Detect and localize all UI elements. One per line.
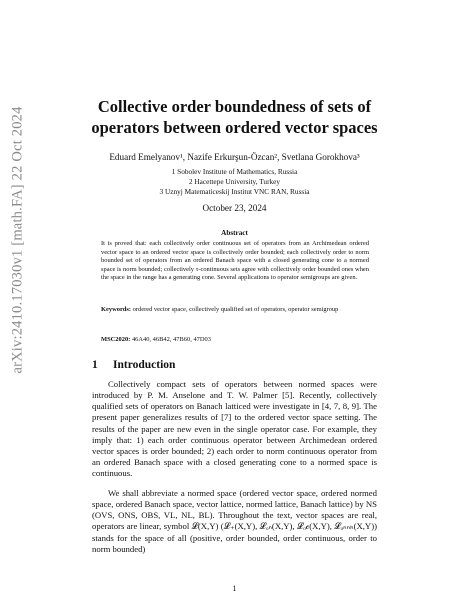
- arxiv-identifier: arXiv:2410.17030v1 [math.FA] 22 Oct 2024: [9, 106, 26, 374]
- title-line-1: Collective order boundedness of sets of: [97, 97, 372, 116]
- paper-page: [92, 0, 377, 613]
- msc-label: MSC2020:: [101, 336, 131, 343]
- section-number: 1: [92, 359, 98, 371]
- affiliation-2: 2 Hacettepe University, Turkey: [188, 177, 281, 186]
- intro-paragraph-1-text: Collectively compact sets of operators between normed spaces were introduced by P. M. Anselone and T. W. Palmer [5]. Recently, collectively qualified sets of operators on Banach latticed were investigate in [4, 7, 8, 9]. The present paper generalizes results of [7] to the ordered vector space setting. The results of the paper are new even in the single operator case. For example, they imply that: 1) each order continuous operator between Archimedean ordered vector spaces is order bounded; 2) each order to norm continuous operator from an ordered Banach space with a closed generating cone to a normed space is continuous.: [92, 379, 377, 479]
- affiliation-3: 3 Uznyj Matematiceskij Institut VNC RAN, Russia: [159, 187, 310, 196]
- keywords: [101, 306, 369, 315]
- intro-paragraph-2: [92, 488, 377, 555]
- keywords-label: Keywords:: [101, 306, 132, 313]
- section-heading: [92, 359, 377, 371]
- intro-paragraph-1: [92, 379, 377, 479]
- affiliation-1: 1 Sobolev Institute of Mathematics, Russia: [171, 167, 298, 176]
- paper-title: [88, 96, 381, 138]
- page-number: 1: [232, 584, 237, 593]
- arxiv-sidebar: [0, 0, 36, 613]
- abstract-body: It is proved that: each collectively order continuous set of operators from an Archimedean ordered vector space to an ordered vector space is collectively order bounded; each collectively order to norm bounded set of operators from an ordered Banach space with a closed generating cone to a normed space is norm bounded; collectively τ-continuous sets agree with collectively order bounded ones when the space in the range has a generating cone. Several applications to operator semigroups are given.: [101, 240, 369, 282]
- intro-paragraph-2-text: We shall abbreviate a normed space (ordered vector space, ordered normed space, ordered Banach space, vector lattice, normed lattice, Banach lattice) by NS (OVS, ONS, OBS, VL, NL, BL). Throughout the text, vector spaces are real, operators are linear, symbol 𝓛(X,Y) (𝓛₊(X,Y), 𝓛ₒₙ(X,Y), 𝓛ₒ𝒸(X,Y), 𝓛ₒₙₙₕ(X,Y)) stands for the space of all (positive, order bounded, order continuous, order to norm bounded): [92, 488, 377, 554]
- section-title: Introduction: [113, 359, 176, 371]
- author-list: Eduard Emelyanov¹, Nazife Erkurşun-Özcan², Svetlana Gorokhova³: [109, 152, 360, 162]
- msc-classification: [101, 336, 369, 345]
- msc-codes: 46A40, 46B42, 47B60, 47D03: [131, 336, 211, 343]
- paper-date: October 23, 2024: [202, 203, 267, 213]
- title-line-2: operators between ordered vector spaces: [91, 118, 378, 137]
- keywords-text: ordered vector space, collectively qualified set of operators, operator semigroup: [132, 306, 339, 313]
- abstract-heading: Abstract: [221, 229, 248, 237]
